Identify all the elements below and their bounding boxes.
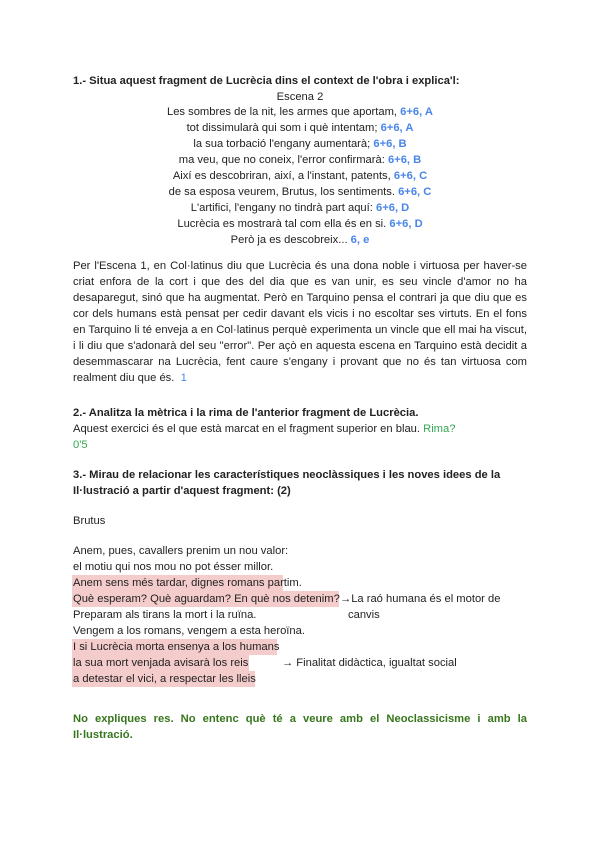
verse-mark: 6+6, A: [400, 106, 434, 118]
q3-heading-line2: Il·lustració a partir d'aquest fragment: (2): [73, 485, 291, 497]
verse-line: ma veu, que no coneix, l'error confirmarà: 6+6, B: [178, 154, 422, 166]
q3-heading-line1: 3.- Mirau de relacionar les característiques neoclàssiques i les noves idees de la: [73, 469, 501, 481]
verse-line: Lucrècia es mostrarà tal com ella és en si. 6+6, D: [177, 218, 423, 230]
verse-mark: 6+6, B: [387, 154, 422, 166]
verse-line: la sua torbació l'engany aumentarà; 6+6, B: [193, 138, 407, 150]
speech-line-highlighted: Què esperam? Què aguardam? En què nos detenim?: [73, 593, 340, 605]
speech-line: Vengem a los romans, vengem a esta heroïna.: [73, 625, 305, 637]
speech-line-highlighted: a detestar el vici, a respectar les lleis: [73, 673, 256, 685]
verse-line: Així es descobriran, així, a l'instant, patents, 6+6, C: [172, 170, 428, 182]
verse-line: Però ja es descobreix... 6, e: [230, 234, 370, 246]
verse-mark: 6+6, C: [398, 186, 432, 198]
speech-line-highlighted: I si Lucrècia morta ensenya a los humans: [73, 641, 280, 653]
verse-mark: 6, e: [350, 234, 370, 246]
speech-line: Anem, pues, cavallers prenim un nou valor:: [73, 545, 289, 557]
verse-mark: 6+6, D: [389, 218, 423, 230]
annotation-reason-cont: canvis: [348, 609, 380, 621]
scene-title: Escena 2: [276, 91, 324, 103]
speaker-name: Brutus: [73, 515, 106, 527]
verse-mark: 6+6, A: [380, 122, 414, 134]
q2-comment: Rima?: [423, 423, 456, 435]
q2-heading: 2.- Analitza la mètrica i la rima de l'anterior fragment de Lucrècia.: [73, 407, 419, 419]
verse-line: de sa esposa veurem, Brutus, los sentiments. 6+6, C: [168, 186, 432, 198]
verse-line: Les sombres de la nit, les armes que aportam, 6+6, A: [166, 106, 434, 118]
verse-line: tot dissimularà qui som i què intentam; 6+6, A: [186, 122, 414, 134]
q1-score: 1: [180, 372, 187, 384]
q1-heading: 1.- Situa aquest fragment de Lucrècia dins el context de l'obra i explica'l:: [73, 75, 460, 87]
verse-mark: 6+6, B: [373, 138, 407, 150]
q2-score: 0'5: [73, 439, 88, 451]
annotation-didactic: → Finalitat didàctica, igualtat social: [282, 657, 457, 669]
verse-mark: 6+6, C: [393, 170, 428, 182]
q2-answer: Aquest exercici és el que està marcat en el fragment superior en blau. Rima?: [73, 423, 456, 435]
speech-line-highlighted: la sua mort venjada avisarà los reis: [73, 657, 249, 669]
teacher-feedback: No expliques res. No entenc què té a veure amb el Neoclassicisme i amb la Il·lustració.: [73, 713, 527, 741]
speech-line: Preparam als tirans la mort i la ruïna.: [73, 609, 257, 621]
annotation-reason: →La raó humana és el motor de: [340, 593, 501, 605]
verse-mark: 6+6, D: [375, 202, 410, 214]
verse-line: L'artifici, l'engany no tindrà part aquí: 6+6, D: [190, 202, 410, 214]
speech-line-highlighted: Anem sens més tardar, dignes romans partim.: [73, 577, 302, 589]
q1-answer: Per l'Escena 1, en Col·latinus diu que Lucrècia és una dona noble i virtuosa per haver-se criat enfora de la cort i que des del dia que es van unir, es seu vincle d'amor no ha desaparegut, sinó que ha augmentat. Però en Tarquino pensa el contrari ja que diu que es cor dels humans està pensat per cedir davant els vicis i no escoltar ses virtuts. En el fons en Tarquino li té enveja a en Col·latinus perquè experimenta un vincle que ell mai ha viscut, i li diu que s'adonarà del seu "error". Per açò en aquesta escena en Tarquino està decidit a desemmascarar na Lucrècia, fent caure s'engany i provant que no és tan virtuosa com realment diu que és. 1: [73, 260, 527, 384]
speech-line: el motiu qui nos mou no pot ésser millor.: [73, 561, 274, 573]
